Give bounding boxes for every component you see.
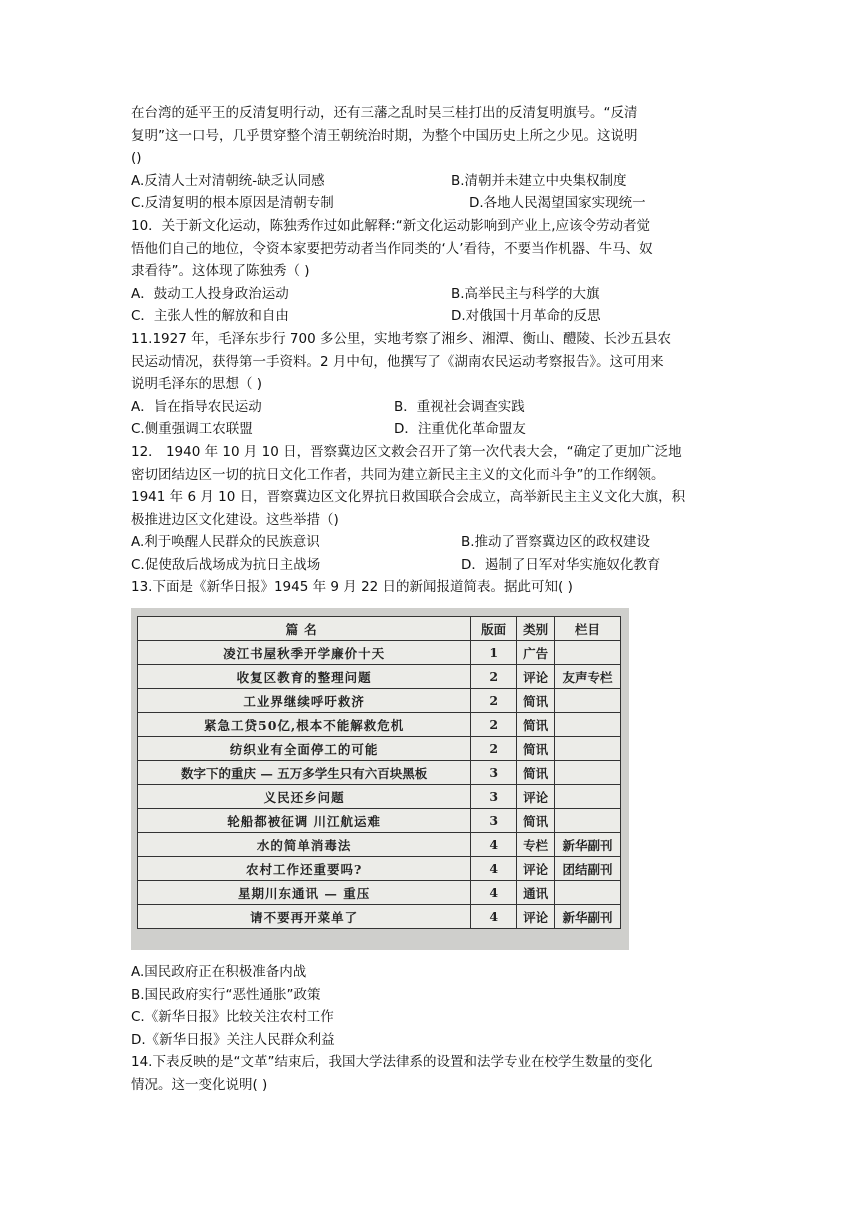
cell-category: 评论 [517,785,555,809]
q12-option-d[interactable]: D．遏制了日军对华实施奴化教育 [461,556,661,573]
news-table-header-row [138,617,621,641]
q11-line-3: 说明毛泽东的思想（ ) [131,376,263,393]
q12-line-4: 极推进边区文化建设。这些举措（) [131,511,339,528]
cell-category: 简讯 [517,761,555,785]
q12-option-c[interactable]: C.促使敌后战场成为抗日主战场 [131,556,321,573]
cell-column [555,689,621,713]
q9-line-2: 复明”这一口号，几乎贯穿整个清王朝统治时期，为整个中国历史上所之少见。这说明 [131,127,638,144]
cell-column [555,785,621,809]
cell-category: 评论 [517,905,555,929]
q13-option-c[interactable]: C.《新华日报》比较关注农村工作 [131,1009,334,1026]
q9-option-d[interactable]: D.各地人民渴望国家实现统一 [469,195,646,212]
q11-line-2: 民运动情况，获得第一手资料。2 月中旬，他撰写了《湖南农民运动考察报告》。这可用来 [131,353,664,370]
header-category: 类别 [517,617,555,641]
q10-line-3: 隶看待”。这体现了陈独秀（ ) [131,263,310,280]
cell-title: 星期川东通讯 — 重压 [138,881,471,905]
q13-option-a[interactable]: A.国民政府正在积极准备内战 [131,964,307,980]
table-row [138,713,621,737]
table-row [138,641,621,665]
cell-column [555,881,621,905]
table-row [138,665,621,689]
cell-category: 广告 [517,641,555,665]
q10-line-1: 10．关于新文化运动，陈独秀作过如此解释:“新文化运动影响到产业上,应该令劳动者觉 [131,217,651,234]
table-row [138,761,621,785]
q13-option-b[interactable]: B.国民政府实行“恶性通胀”政策 [131,986,321,1003]
q13-option-d[interactable]: D.《新华日报》关注人民群众利益 [131,1031,335,1048]
cell-column: 新华副刊 [555,905,621,929]
cell-page: 1 [471,641,517,665]
q14-line-1: 14.下表反映的是“文革”结束后，我国大学法律系的设置和法学专业在校学生数量的变化 [131,1054,653,1071]
cell-category: 简讯 [517,713,555,737]
cell-page: 3 [471,761,517,785]
cell-page: 2 [471,713,517,737]
q13-stem: 13.下面是《新华日报》1945 年 9 月 22 日的新闻报道简表。据此可知( ) [131,579,573,596]
q11-option-a[interactable]: A．旨在指导农民运动 [131,398,262,415]
cell-column [555,737,621,761]
table-row [138,809,621,833]
q9-option-c[interactable]: C.反清复明的根本原因是清朝专制 [131,195,334,212]
cell-page: 3 [471,809,517,833]
table-row [138,833,621,857]
q9-line-1: 在台湾的延平王的反清复明行动，还有三藩之乱时吴三桂打出的反清复明旗号。“反清 [131,105,638,121]
q9-block [131,102,731,599]
header-title: 篇名 [138,617,471,641]
q9-option-a[interactable]: A.反清人士对清朝统-缺乏认同感 [131,172,325,189]
q11-option-c[interactable]: C.侧重强调工农联盟 [131,421,253,438]
cell-title: 义民还乡问题 [138,785,471,809]
cell-category: 评论 [517,665,555,689]
q12-options-row-2 [131,554,731,577]
header-page: 版面 [471,617,517,641]
q9-options-row-1 [131,170,731,193]
q9-options-row-2 [131,192,731,215]
q10-line-2: 悟他们自己的地位，令资本家要把劳动者当作同类的‘人’看待，不要当作机器、牛马、奴 [131,240,653,257]
q12-line-1: 12． 1940 年 10 月 10 日，晋察冀边区文救会召开了第一次代表大会，“确定了更加广泛地 [131,443,682,460]
q10-option-c[interactable]: C．主张人性的解放和自由 [131,308,289,325]
q10-option-b[interactable]: B.高举民主与科学的大旗 [451,285,600,302]
header-column: 栏目 [555,617,621,641]
cell-category: 简讯 [517,737,555,761]
cell-title: 农村工作还重要吗? [138,857,471,881]
cell-page: 3 [471,785,517,809]
cell-title: 请不要再开菜单了 [138,905,471,929]
table-row [138,737,621,761]
q12-option-a[interactable]: A.利于唤醒人民群众的民族意识 [131,534,320,551]
q12-line-3: 1941 年 6 月 10 日，晋察冀边区文化界抗日救国联合会成立，高举新民主主义文化大旗，积 [131,489,686,506]
table-row [138,785,621,809]
q12-option-b[interactable]: B.推动了晋察冀边区的政权建设 [461,534,651,551]
news-table [137,616,621,929]
cell-column [555,761,621,785]
cell-title: 紧急工贷50亿,根本不能解救危机 [138,713,471,737]
q12-options-row-1 [131,531,731,554]
q11-options-row-1 [131,396,731,419]
cell-page: 2 [471,689,517,713]
cell-page: 4 [471,833,517,857]
cell-column: 团结副刊 [555,857,621,881]
q11-options-row-2 [131,418,731,441]
q14-line-2: 情况。这一变化说明( ) [131,1076,268,1093]
table-row [138,881,621,905]
table-row [138,905,621,929]
q9-line-3: () [131,150,142,167]
q11-option-d[interactable]: D．注重优化革命盟友 [394,421,526,438]
cell-page: 4 [471,905,517,929]
cell-title: 水的简单消毒法 [138,833,471,857]
cell-category: 通讯 [517,881,555,905]
cell-page: 4 [471,881,517,905]
q10-options-row-1 [131,283,731,306]
q10-options-row-2 [131,305,731,328]
cell-title: 轮船都被征调 川江航运难 [138,809,471,833]
q13-14-block [131,961,731,1097]
cell-column [555,809,621,833]
cell-column [555,713,621,737]
cell-page: 2 [471,737,517,761]
table-row [138,689,621,713]
cell-column: 新华副刊 [555,833,621,857]
q11-line-1: 11.1927 年，毛泽东步行 700 多公里，实地考察了湘乡、湘潭、衡山、醴陵、长沙五县农 [131,330,671,347]
cell-category: 专栏 [517,833,555,857]
cell-page: 4 [471,857,517,881]
news-table-photo [131,608,629,950]
table-row [138,857,621,881]
cell-column [555,641,621,665]
cell-title: 工业界继续呼吁救济 [138,689,471,713]
q10-option-d[interactable]: D.对俄国十月革命的反思 [451,308,601,325]
q9-option-b[interactable]: B.清朝并未建立中央集权制度 [451,172,627,189]
cell-title: 收复区教育的整理问题 [138,665,471,689]
q11-option-b[interactable]: B．重视社会调查实践 [394,398,525,415]
q12-line-2: 密切团结边区一切的抗日文化工作者，共同为建立新民主主义的文化而斗争”的工作纲领。 [131,466,665,483]
cell-category: 评论 [517,857,555,881]
cell-title: 凌江书屋秋季开学廉价十天 [138,641,471,665]
cell-column: 友声专栏 [555,665,621,689]
cell-category: 简讯 [517,689,555,713]
cell-title: 纺织业有全面停工的可能 [138,737,471,761]
cell-category: 简讯 [517,809,555,833]
cell-title: 数字下的重庆 — 五万多学生只有六百块黑板 [138,761,471,785]
cell-page: 2 [471,665,517,689]
q10-option-a[interactable]: A．鼓动工人投身政治运动 [131,285,289,302]
